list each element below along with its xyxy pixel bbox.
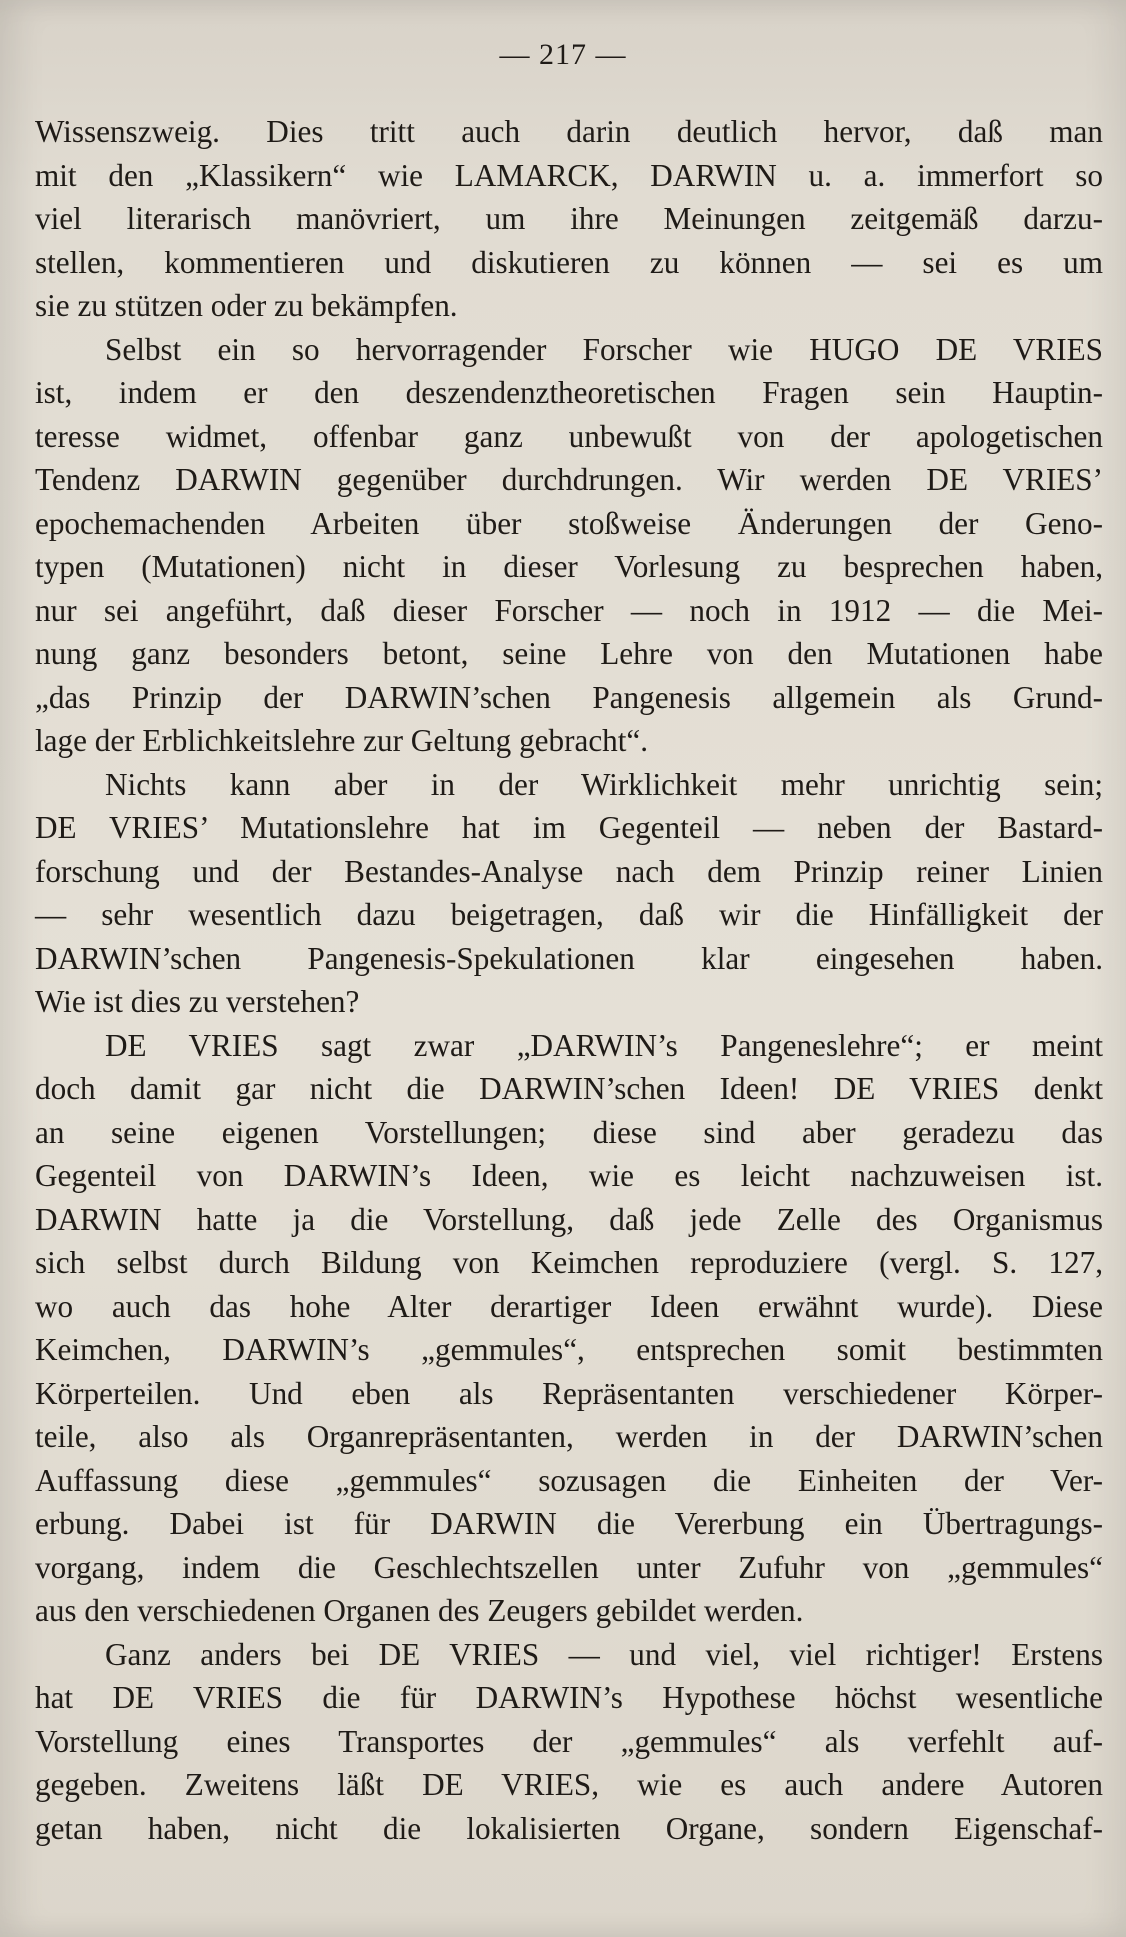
text-line: Gegenteil von DARWIN’s Ideen, wie es leicht nachzuweisen ist.: [35, 1158, 1103, 1193]
text-line: Körperteilen. Und eben als Repräsentanten verschiedener Körper-: [35, 1375, 1103, 1411]
text-line: gegeben. Zweitens läßt DE VRIES, wie es auch andere Autoren: [35, 1767, 1103, 1802]
text-line: „das Prinzip der DARWIN’schen Pangenesis allgemein als Grund-: [35, 679, 1103, 715]
text-line: wo auch das hohe Alter derartiger Ideen erwähnt wurde). Diese: [35, 1288, 1103, 1324]
text-line: Wie ist dies zu verstehen?: [35, 984, 360, 1019]
text-line: Tendenz DARWIN gegenüber durchdrungen. Wir werden DE VRIES’: [35, 462, 1103, 497]
text-line: stellen, kommentieren und diskutieren zu können — sei es um: [35, 244, 1103, 280]
text-line: DE VRIES sagt zwar „DARWIN’s Pangeneslehre“; er meint: [105, 1027, 1103, 1063]
text-line: — sehr wesentlich dazu beigetragen, daß wir die Hinfälligkeit der: [35, 897, 1103, 932]
paragraph-4: [35, 1024, 1103, 1633]
text-line: Ganz anders bei DE VRIES — und viel, viel richtiger! Erstens: [105, 1636, 1103, 1672]
text-line: Auffassung diese „gemmules“ sozusagen die Einheiten der Ver-: [35, 1462, 1103, 1498]
text-line: Selbst ein so hervorragender Forscher wie HUGO DE VRIES: [105, 331, 1103, 367]
text-line: Vorstellung eines Transportes der „gemmules“ als verfehlt auf-: [35, 1723, 1103, 1759]
text-line: DARWIN hatte ja die Vorstellung, daß jede Zelle des Organismus: [35, 1201, 1103, 1237]
text-line: Keimchen, DARWIN’s „gemmules“, entsprechen somit bestimmten: [35, 1332, 1103, 1367]
page-number: — 217 —: [499, 38, 627, 71]
text-line: lage der Erblichkeitslehre zur Geltung gebracht“.: [35, 723, 649, 758]
paragraph-2: [35, 328, 1103, 763]
text-line: typen (Mutationen) nicht in dieser Vorlesung zu besprechen haben,: [35, 549, 1103, 584]
text-line: nur sei angeführt, daß dieser Forscher — noch in 1912 — die Mei-: [35, 592, 1103, 628]
text-line: hat DE VRIES die für DARWIN’s Hypothese höchst wesentliche: [35, 1680, 1103, 1715]
text-line: viel literarisch manövriert, um ihre Meinungen zeitgemäß darzu-: [35, 201, 1103, 236]
text-line: Nichts kann aber in der Wirklichkeit mehr unrichtig sein;: [105, 766, 1103, 802]
text-line: teresse widmet, offenbar ganz unbewußt von der apologetischen: [35, 418, 1103, 454]
text-line: Wissenszweig. Dies tritt auch darin deutlich hervor, daß man: [35, 114, 1103, 149]
paragraph-5: [35, 1633, 1103, 1851]
text-line: sich selbst durch Bildung von Keimchen reproduziere (vergl. S. 127,: [35, 1245, 1103, 1280]
text-line: getan haben, nicht die lokalisierten Organe, sondern Eigenschaf-: [35, 1810, 1103, 1846]
text-line: forschung und der Bestandes-Analyse nach dem Prinzip reiner Linien: [35, 853, 1103, 889]
text-line: erbung. Dabei ist für DARWIN die Vererbung ein Übertragungs-: [35, 1506, 1103, 1541]
text-line: nung ganz besonders betont, seine Lehre von den Mutationen habe: [35, 636, 1103, 671]
text-line: epochemachenden Arbeiten über stoßweise Änderungen der Geno-: [35, 505, 1103, 541]
text-line: ist, indem er den deszendenztheoretischen Fragen sein Hauptin-: [35, 375, 1103, 410]
body-text: [35, 110, 1103, 1850]
text-line: vorgang, indem die Geschlechtszellen unter Zufuhr von „gemmules“: [35, 1549, 1103, 1585]
paragraph-1: [35, 110, 1103, 328]
paragraph-3: [35, 763, 1103, 1024]
text-line: an seine eigenen Vorstellungen; diese sind aber geradezu das: [35, 1114, 1103, 1150]
text-line: DE VRIES’ Mutationslehre hat im Gegenteil — neben der Bastard-: [35, 810, 1103, 845]
text-line: doch damit gar nicht die DARWIN’schen Ideen! DE VRIES denkt: [35, 1071, 1103, 1106]
text-line: sie zu stützen oder zu bekämpfen.: [35, 288, 458, 323]
text-line: mit den „Klassikern“ wie LAMARCK, DARWIN u. a. immerfort so: [35, 157, 1103, 193]
text-line: aus den verschiedenen Organen des Zeugers gebildet werden.: [35, 1593, 804, 1628]
text-line: teile, also als Organrepräsentanten, werden in der DARWIN’schen: [35, 1419, 1103, 1454]
text-line: DARWIN’schen Pangenesis-Spekulationen klar eingesehen haben.: [35, 940, 1103, 976]
